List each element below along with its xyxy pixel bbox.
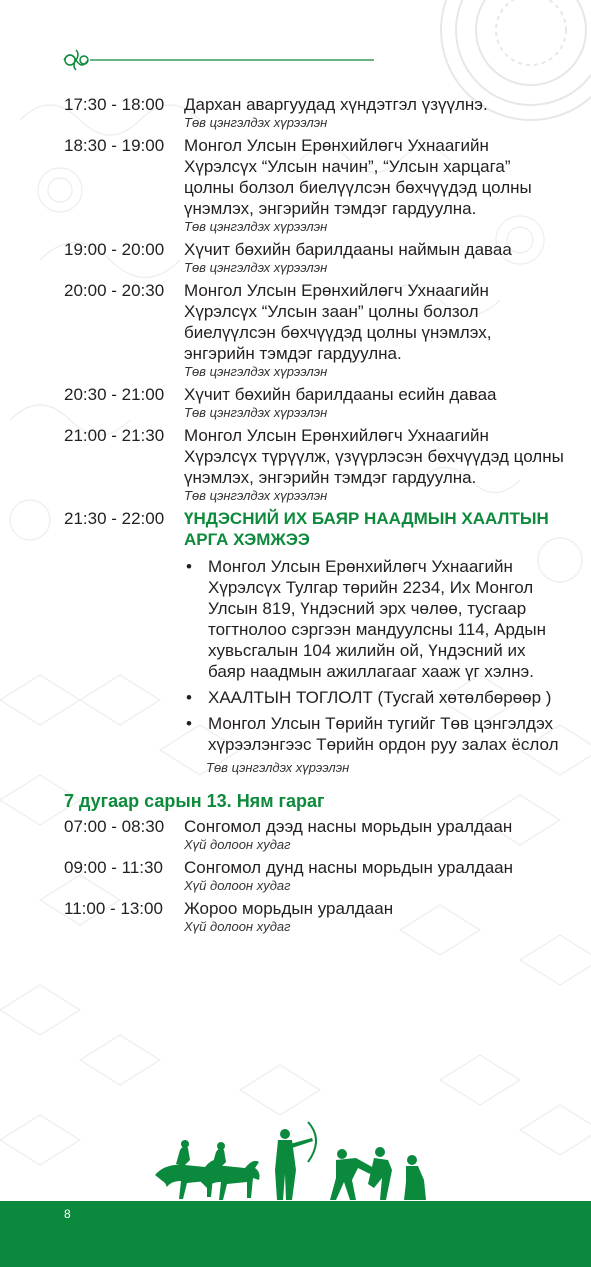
event-title: Монгол Улсын Ерөнхийлөгч Ухнаагийн Хүрэлсүх түрүүлж, үзүүрлэсэн бөхчүүдэд цолны үнэмлэх, энгэрийн тэмдэг гардуулна.	[184, 426, 564, 487]
event-venue: Төв цэнгэлдэх хүрээлэн	[184, 260, 328, 275]
event-title: Сонгомол дээд насны морьдын уралдаан	[184, 817, 513, 836]
event-details	[184, 384, 564, 425]
event-title: Монгол Улсын Ерөнхийлөгч Ухнаагийн Хүрэлсүх “Улсын начин”, “Улсын харцага” цолны болзол биелүүлсэн бөхчүүдэд цолны үнэмлэх, энгэрийн тэмдэг гардуулна.	[184, 136, 532, 218]
wrestlers-silhouette	[330, 1147, 426, 1200]
event-venue: Төв цэнгэлдэх хүрээлэн	[206, 760, 350, 775]
naadam-silhouettes	[150, 1120, 450, 1205]
event-title: Сонгомол дунд насны морьдын уралдаан	[184, 858, 513, 877]
list-item	[184, 713, 564, 755]
event-venue: Төв цэнгэлдэх хүрээлэн	[184, 488, 328, 503]
event-venue: Төв цэнгэлдэх хүрээлэн	[184, 115, 328, 130]
event-time: 21:30 - 22:00	[64, 509, 165, 528]
event-time: 11:00 - 13:00	[64, 899, 163, 918]
footer-bar	[0, 1201, 591, 1267]
event-time: 18:30 - 19:00	[64, 136, 165, 155]
bullet-symbol: •	[186, 714, 192, 733]
schedule-row	[64, 384, 564, 425]
event-title: Дархан аваргуудад хүндэтгэл үзүүлнэ.	[184, 95, 488, 114]
event-time: 09:00 - 11:30	[64, 858, 163, 877]
schedule-row	[64, 94, 564, 135]
event-details	[184, 425, 564, 508]
archer-silhouette	[275, 1122, 316, 1200]
event-details	[184, 857, 564, 898]
event-details	[184, 898, 564, 939]
event-title: Монгол Улсын Ерөнхийлөгч Ухнаагийн Хүрэлсүх “Улсын заан” цолны болзол биелүүлсэн бөхчүүдэд цолны үнэмлэх, энгэрийн тэмдэг гардуулна.	[184, 281, 492, 363]
schedule-row	[64, 425, 564, 508]
event-time: 20:00 - 20:30	[64, 281, 165, 300]
event-time: 19:00 - 20:00	[64, 240, 165, 259]
bullet-text: ХААЛТЫН ТОГЛОЛТ (Тусгай хөтөлбөрөөр )	[208, 688, 552, 707]
event-venue: Хүй долоон худаг	[184, 837, 291, 852]
page-number: 8	[64, 1207, 71, 1221]
bullet-symbol: •	[186, 557, 192, 576]
schedule-row	[64, 857, 564, 898]
event-details	[184, 239, 564, 280]
schedule-row	[64, 135, 564, 239]
horse-rider-silhouettes	[155, 1140, 260, 1200]
list-item	[184, 556, 564, 682]
event-details	[184, 816, 564, 857]
day-heading: 7 дугаар сарын 13. Ням гараг	[64, 791, 325, 811]
event-time: 21:00 - 21:30	[64, 426, 165, 445]
schedule-row	[64, 898, 564, 939]
event-venue: Төв цэнгэлдэх хүрээлэн	[184, 364, 328, 379]
ornament-divider	[62, 44, 382, 76]
event-title: Жороо морьдын уралдаан	[184, 899, 394, 918]
schedule-row	[64, 239, 564, 280]
event-details	[184, 94, 564, 135]
event-venue: Төв цэнгэлдэх хүрээлэн	[184, 405, 328, 420]
schedule-content	[64, 94, 564, 939]
event-time: 17:30 - 18:00	[64, 95, 165, 114]
event-details	[184, 508, 564, 780]
closing-bullet-list	[184, 556, 564, 755]
event-title: Хүчит бөхийн барилдааны есийн даваа	[184, 385, 497, 404]
event-venue: Төв цэнгэлдэх хүрээлэн	[184, 219, 328, 234]
closing-ceremony-row	[64, 508, 564, 780]
event-title: Хүчит бөхийн барилдааны наймын даваа	[184, 240, 512, 259]
schedule-row	[64, 816, 564, 857]
event-time: 07:00 - 08:30	[64, 817, 165, 836]
bullet-symbol: •	[186, 688, 192, 707]
schedule-row	[64, 280, 564, 384]
event-details	[184, 135, 564, 239]
event-time: 20:30 - 21:00	[64, 385, 165, 404]
event-details	[184, 280, 564, 384]
bullet-text: Монгол Улсын Ерөнхийлөгч Ухнаагийн Хүрэлсүх Тулгар төрийн 2234, Их Монгол Улсын 819, Үндэсний эрх чөлөө, тусгаар тогтнолоо сэргээн мандуулсны 114, Ардын хувьсгалын 104 жилийн ой, Үндэсний их баяр наадмын ажиллагааг хааж үг хэлнэ.	[208, 557, 547, 681]
closing-ceremony-title: ҮНДЭСНИЙ ИХ БАЯР НААДМЫН ХААЛТЫН АРГА ХЭМЖЭЭ	[184, 509, 549, 549]
bullet-text: Монгол Улсын Төрийн тугийг Төв цэнгэлдэх хүрээлэнгээс Төрийн ордон руу залах ёслол	[208, 714, 559, 754]
list-item	[184, 687, 564, 708]
event-venue: Хүй долоон худаг	[184, 919, 291, 934]
event-venue: Хүй долоон худаг	[184, 878, 291, 893]
